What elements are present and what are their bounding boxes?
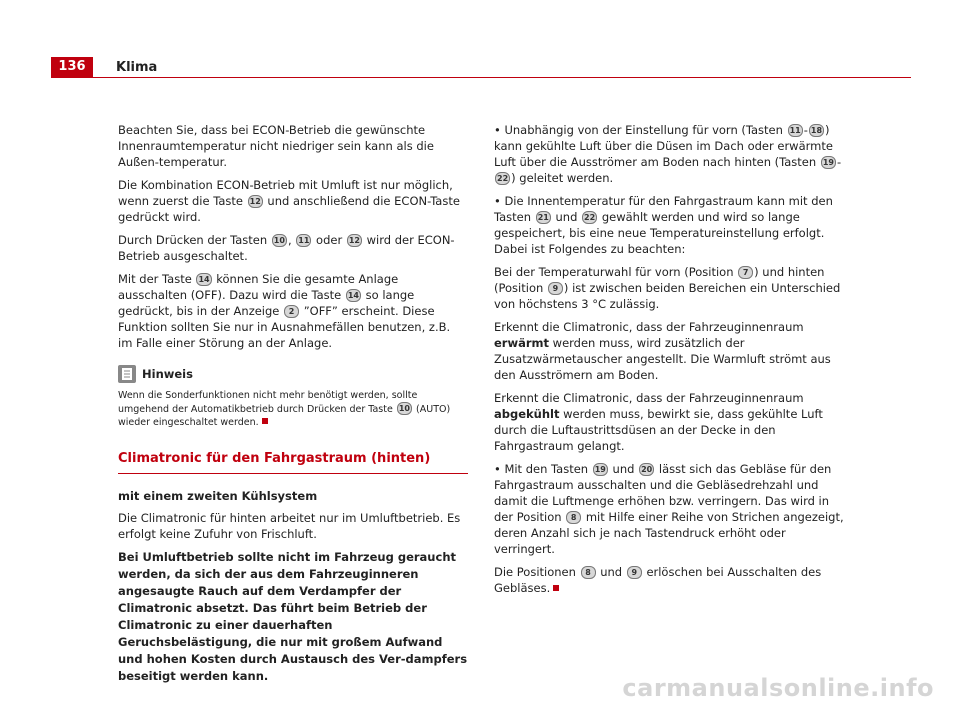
warning-text: Bei Umluftbetrieb sollte nicht im Fahrzeug geraucht werden, da sich der aus dem Fahrzeuginneren angesaugte Rauch auf dem Verdampfer der Climatronic absetzt. Das führt beim Betrieb der Climatronic zu einer dauerhaften Geruchsbelästigung, die nur mit großem Aufwand und hohen Kosten durch Austausch des Ver-dampfers beseitigt werden kann. [118,550,468,683]
text: Die Positionen [494,565,576,579]
text: und [600,565,623,579]
paragraph: Die Climatronic für hinten arbeitet nur im Umluftbetrieb. Es erfolgt keine Zufuhr von Frischluft. [118,511,461,541]
text: wird der ECON-Betrieb ausgeschaltet. [118,233,455,263]
note-header [118,365,468,383]
subheading: mit einem zweiten Kühlsystem [118,489,318,503]
key-badge: 22 [497,174,509,183]
key-badge: 9 [548,282,563,295]
text: Mit der Taste [118,272,192,286]
text: so lange gedrückt, bis in der Anzeige [118,288,415,318]
text: - [803,123,808,137]
key-badge: 7 [738,266,753,279]
key-badge: 11 [298,236,310,245]
paragraph [494,564,850,596]
paragraph [494,122,850,186]
top-bar [0,0,960,4]
text: Wenn die Sonderfunktionen nicht mehr benötigt werden, sollte umgehend der Automatikbetrieb durch Drücken der Taste [118,390,418,415]
text: lässt sich das Gebläse für den Fahrgastraum ausschalten und die Gebläsedrehzahl und damit die Luftmenge erhöhen bzw. verringern. Das wird in der Position [494,462,832,524]
text: und [612,462,635,476]
key-badge: 19 [594,465,606,474]
right-column [494,122,850,603]
note-text [118,389,468,429]
key-badge: 10 [273,236,285,245]
text: ) und hinten (Position [494,265,825,295]
key-badge: 21 [537,213,549,222]
text: gewählt werden und wird so lange gespeichert, bis eine neue Temperatureinstellung erfolgt. Dabei ist Folgendes zu beachten: [494,210,825,256]
text: Die Kombination ECON-Betrieb mit Umluft ist nur möglich, wenn zuerst die Taste [118,178,453,208]
paragraph [494,193,850,257]
text: oder [316,233,343,247]
paragraph [118,177,468,225]
end-marker-icon [553,585,559,591]
watermark: carmanualsonline.info [622,674,934,702]
text: Erkennt die Climatronic, dass der Fahrzeuginnenraum [494,391,804,405]
paragraph: Beachten Sie, dass bei ECON-Betrieb die gewünschte Innenraumtemperatur nicht niedriger sein kann als die Außen-temperatur. [118,123,434,169]
text: • Die Innentemperatur für den Fahrgastraum kann mit den Tasten [494,194,833,224]
page-number: 136 [51,57,93,77]
key-badge: 2 [284,305,299,318]
key-badge: 14 [198,275,210,284]
key-badge: 12 [348,236,360,245]
key-badge: 20 [641,465,653,474]
paragraph [494,319,850,383]
paragraph [118,271,468,351]
text: und [555,210,578,224]
bold-text: erwärmt [494,336,550,350]
text: ) geleitet werden. [511,171,614,185]
text: können Sie die gesamte Anlage ausschalten (OFF). Dazu wird die Taste [118,272,399,302]
text: • Unabhängig von der Einstellung für vorn (Tasten [494,123,783,137]
end-marker-icon [262,418,268,424]
text: Durch Drücken der Tasten [118,233,268,247]
key-badge: 9 [627,566,642,579]
text: Erkennt die Climatronic, dass der Fahrzeuginnenraum [494,320,804,334]
key-badge: 11 [789,126,801,135]
bold-text: abgekühlt [494,407,560,421]
key-badge: 12 [249,197,261,206]
key-badge: 18 [810,126,823,135]
text: ) ist zwischen beiden Bereichen ein Unterschied von höchstens 3 °C zulässig. [494,281,841,311]
header-divider [51,77,911,78]
paragraph: Durch Drücken der Tasten 10 , 11 oder 12 wird der ECON-Betrieb ausgeschaltet. [118,233,455,263]
key-badge: 19 [822,158,834,167]
note-title: Hinweis [142,367,193,381]
text: - [836,155,842,169]
text: werden muss, bewirkt sie, dass gekühlte Luft durch die Luftaustrittsdüsen an der Decke in den Fahrgastraum gelangt. [494,407,823,453]
note-icon [118,365,136,383]
text: und anschließend die ECON-Taste gedrückt wird. [118,194,460,224]
text: ) kann gekühlte Luft über die Düsen im Dach oder erwärmte Luft über die Ausströmer am Boden nach hinten (Tasten [494,123,833,169]
text: werden muss, wird zusätzlich der Zusatzwärmetauscher angestellt. Die Warmluft strömt aus den Ausströmern am Boden. [494,336,831,382]
text: (AUTO) wieder eingeschaltet werden. [118,404,451,428]
paragraph [494,461,850,557]
key-badge: 8 [581,566,596,579]
key-badge: 8 [566,511,581,524]
key-badge: 10 [398,404,410,413]
text: Bei der Temperaturwahl für vorn (Position [494,265,734,279]
section-heading: Climatronic für den Fahrgastraum (hinten) [118,451,431,466]
key-badge: 22 [584,213,596,222]
note-box [118,365,468,429]
text: ”OFF” erscheint. Diese Funktion sollten Sie nur in Ausnahmefällen benutzen, z.B. im Falle einer Störung an der Anlage. [118,304,451,350]
paragraph [494,390,850,454]
text: mit Hilfe einer Reihe von Strichen angezeigt, deren Anzahl sich je nach Tastendruck erhöht oder verringert. [494,510,844,556]
key-badge: 14 [347,291,359,300]
heading-divider [118,473,468,474]
section-title: Klima [116,60,158,75]
text: • Mit den Tasten [494,462,589,476]
paragraph [494,264,850,312]
left-column [118,122,468,685]
text: erlöschen bei Ausschalten des Gebläses. [494,565,822,595]
